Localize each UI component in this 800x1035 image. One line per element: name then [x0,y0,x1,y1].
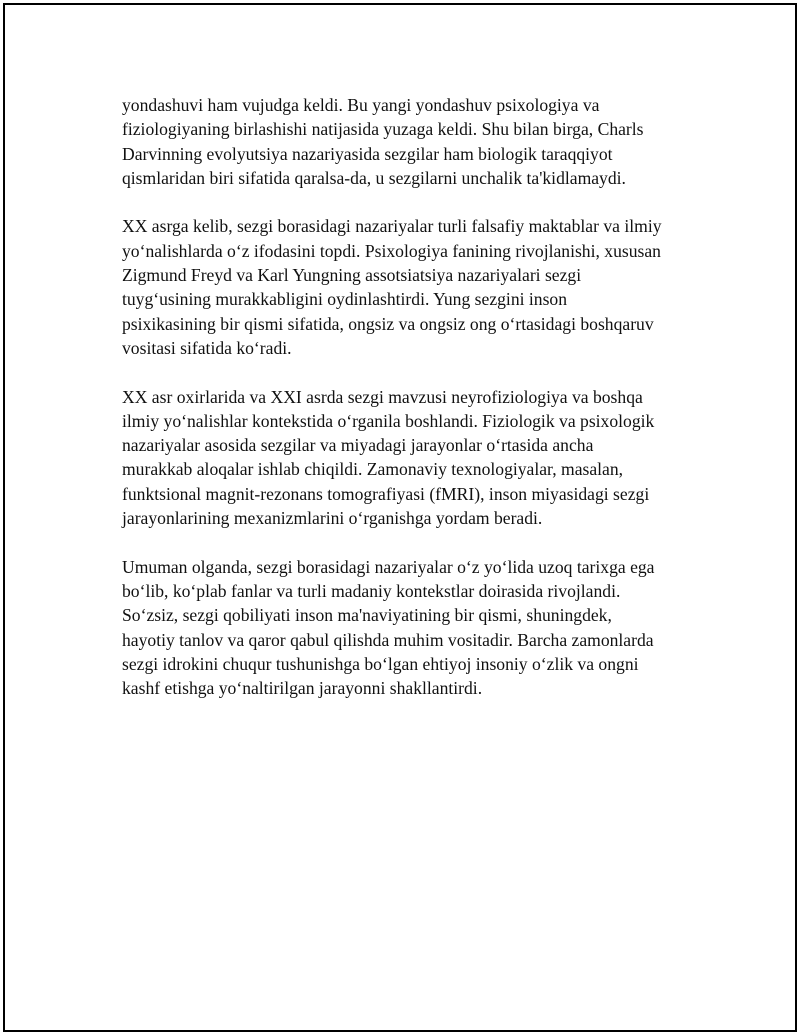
text-line: Umuman olganda, sezgi borasidagi nazariyalar o‘z yo‘lida uzoq tarixga ega [122,556,655,577]
text-line: XX asrga kelib, sezgi borasidagi nazariyalar turli falsafiy maktablar va ilmiy [122,216,662,237]
text-line: nazariyalar asosida sezgilar va miyadagi jarayonlar o‘rtasida ancha [122,435,594,456]
paragraph-3 [122,385,692,531]
text-line: vositasi sifatida ko‘radi. [122,337,292,358]
paragraph-1 [122,93,692,190]
text-line: murakkab aloqalar ishlab chiqildi. Zamonaviy texnologiyalar, masalan, [122,459,624,480]
text-line: yondashuvi ham vujudga keldi. Bu yangi yondashuv psixologiya va [122,95,600,115]
text-line: bo‘lib, ko‘plab fanlar va turli madaniy kontekstlar doirasida rivojlandi. [122,580,621,601]
text-line: Darvinning evolyutsiya nazariyasida sezgilar ham biologik taraqqiyot [122,143,613,164]
text-line: yo‘nalishlarda o‘z ifodasini topdi. Psixologiya fanining rivojlanishi, xususan [122,240,661,261]
page-frame [3,3,797,1032]
text-line: ilmiy yo‘nalishlar kontekstida o‘rganila boshlandi. Fiziologik va psixologik [122,410,655,431]
text-line: funktsional magnit-rezonans tomografiyasi (fMRI), inson miyasidagi sezgi [122,483,650,504]
text-line: Zigmund Freyd va Karl Yungning assotsiatsiya nazariyalari sezgi [122,265,582,286]
text-line: tuyg‘usining murakkabligini oydinlashtirdi. Yung sezgini inson [122,289,568,310]
text-line: fiziologiyaning birlashishi natijasida yuzaga keldi. Shu bilan birga, Charls [122,119,644,140]
text-line: hayotiy tanlov va qaror qabul qilishda muhim vositadir. Barcha zamonlarda [122,629,654,650]
text-line: So‘zsiz, sezgi qobiliyati inson ma'naviyatining bir qismi, shuningdek, [122,605,612,626]
text-line: kashf etishga yo‘naltirilgan jarayonni shakllantirdi. [122,678,483,699]
paragraph-4 [122,555,692,701]
document-body [122,93,692,700]
text-line: psixikasining bir qismi sifatida, ongsiz va ongsiz ong o‘rtasidagi boshqaruv [122,313,654,334]
text-line: sezgi idrokini chuqur tushunishga bo‘lgan ehtiyoj insoniy o‘zlik va ongni [122,653,639,674]
paragraph-2 [122,214,692,360]
text-line: qismlaridan biri sifatida qaralsa-da, u sezgilarni unchalik ta'kidlamaydi. [122,167,626,188]
text-line: jarayonlarining mexanizmlarini o‘rganishga yordam beradi. [122,508,543,529]
text-line: XX asr oxirlarida va XXI asrda sezgi mavzusi neyrofiziologiya va boshqa [122,386,643,407]
